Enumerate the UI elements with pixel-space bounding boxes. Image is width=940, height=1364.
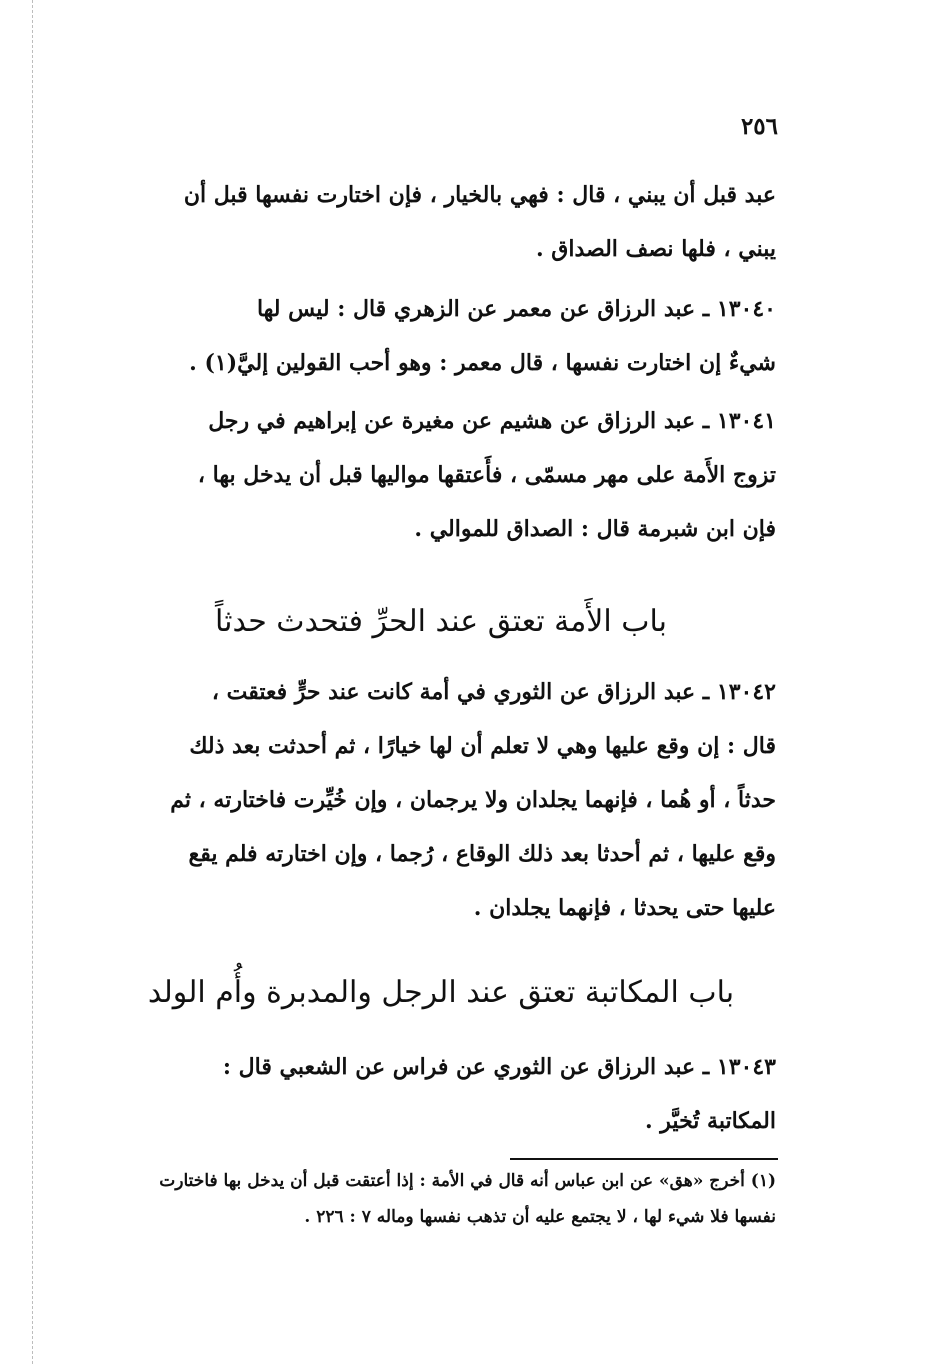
text-line: المكاتبة تُخيَّر . [644,1108,776,1134]
binding-edge-line [32,0,33,1364]
footnote-separator [510,1158,778,1160]
paragraph-continuation [106,168,776,276]
footnote [106,1163,776,1235]
section-heading: باب المكاتبة تعتق عند الرجل والمدبرة وأُم الولد [147,975,735,1010]
text-line: شيءٌ إن اختارت نفسها ، قال معمر : وهو أحب القولين إليَّ(١) . [189,350,776,376]
footnote-line: (١) أخرج «هق» عن ابن عباس أنه قال في الأمة : إذا أعتقت قبل أن يدخل بها فاختارت [159,1171,776,1191]
text-line: فإن ابن شبرمة قال : الصداق للموالي . [414,516,776,542]
text-line: ١٣٠٤٠ ـ عبد الرزاق عن معمر عن الزهري قال : ليس لها [256,296,776,322]
paragraph-13042 [106,665,776,935]
footnote-line: نفسها فلا شيء لها ، لا يجتمع عليه أن تذهب نفسها وماله ٧ : ٢٢٦ . [304,1207,776,1227]
section-heading: باب الأَمة تعتق عند الحرِّ فتحدث حدثاً [214,604,668,639]
page-number: ٢٥٦ [740,113,778,140]
text-line: وقع عليها ، ثم أحدثا بعد ذلك الوقاع ، رُجما ، وإن اختارته فلم يقع [188,841,776,867]
text-line: حدثاً ، أو هُما ، فإنهما يجلدان ولا يرجمان ، وإن خُيِّرت فاختارته ، ثم [170,787,776,813]
text-line: ١٣٠٤٢ ـ عبد الرزاق عن الثوري في أمة كانت عند حرٍّ فعتقت ، [211,679,776,705]
text-line: عليها حتى يحدثا ، فإنهما يجلدان . [473,895,776,921]
text-line: ١٣٠٤٣ ـ عبد الرزاق عن الثوري عن فراس عن الشعبي قال : [222,1054,776,1080]
text-line: قال : إن وقع عليها وهي لا تعلم أن لها خيارًا ، ثم أحدثت بعد ذلك [189,733,776,759]
text-line: عبد قبل أن يبني ، قال : فهي بالخيار ، فإن اختارت نفسها قبل أن [183,182,776,208]
paragraph-13040 [106,282,776,390]
paragraph-13041 [106,394,776,556]
paragraph-13043 [106,1040,776,1148]
text-line: ١٣٠٤١ ـ عبد الرزاق عن هشيم عن مغيرة عن إبراهيم في رجل [208,408,776,434]
text-line: تزوج الأَمة على مهر مسمّى ، فأَعتقها مواليها قبل أن يدخل بها ، [197,462,776,488]
text-line: يبني ، فلها نصف الصداق . [535,236,776,262]
